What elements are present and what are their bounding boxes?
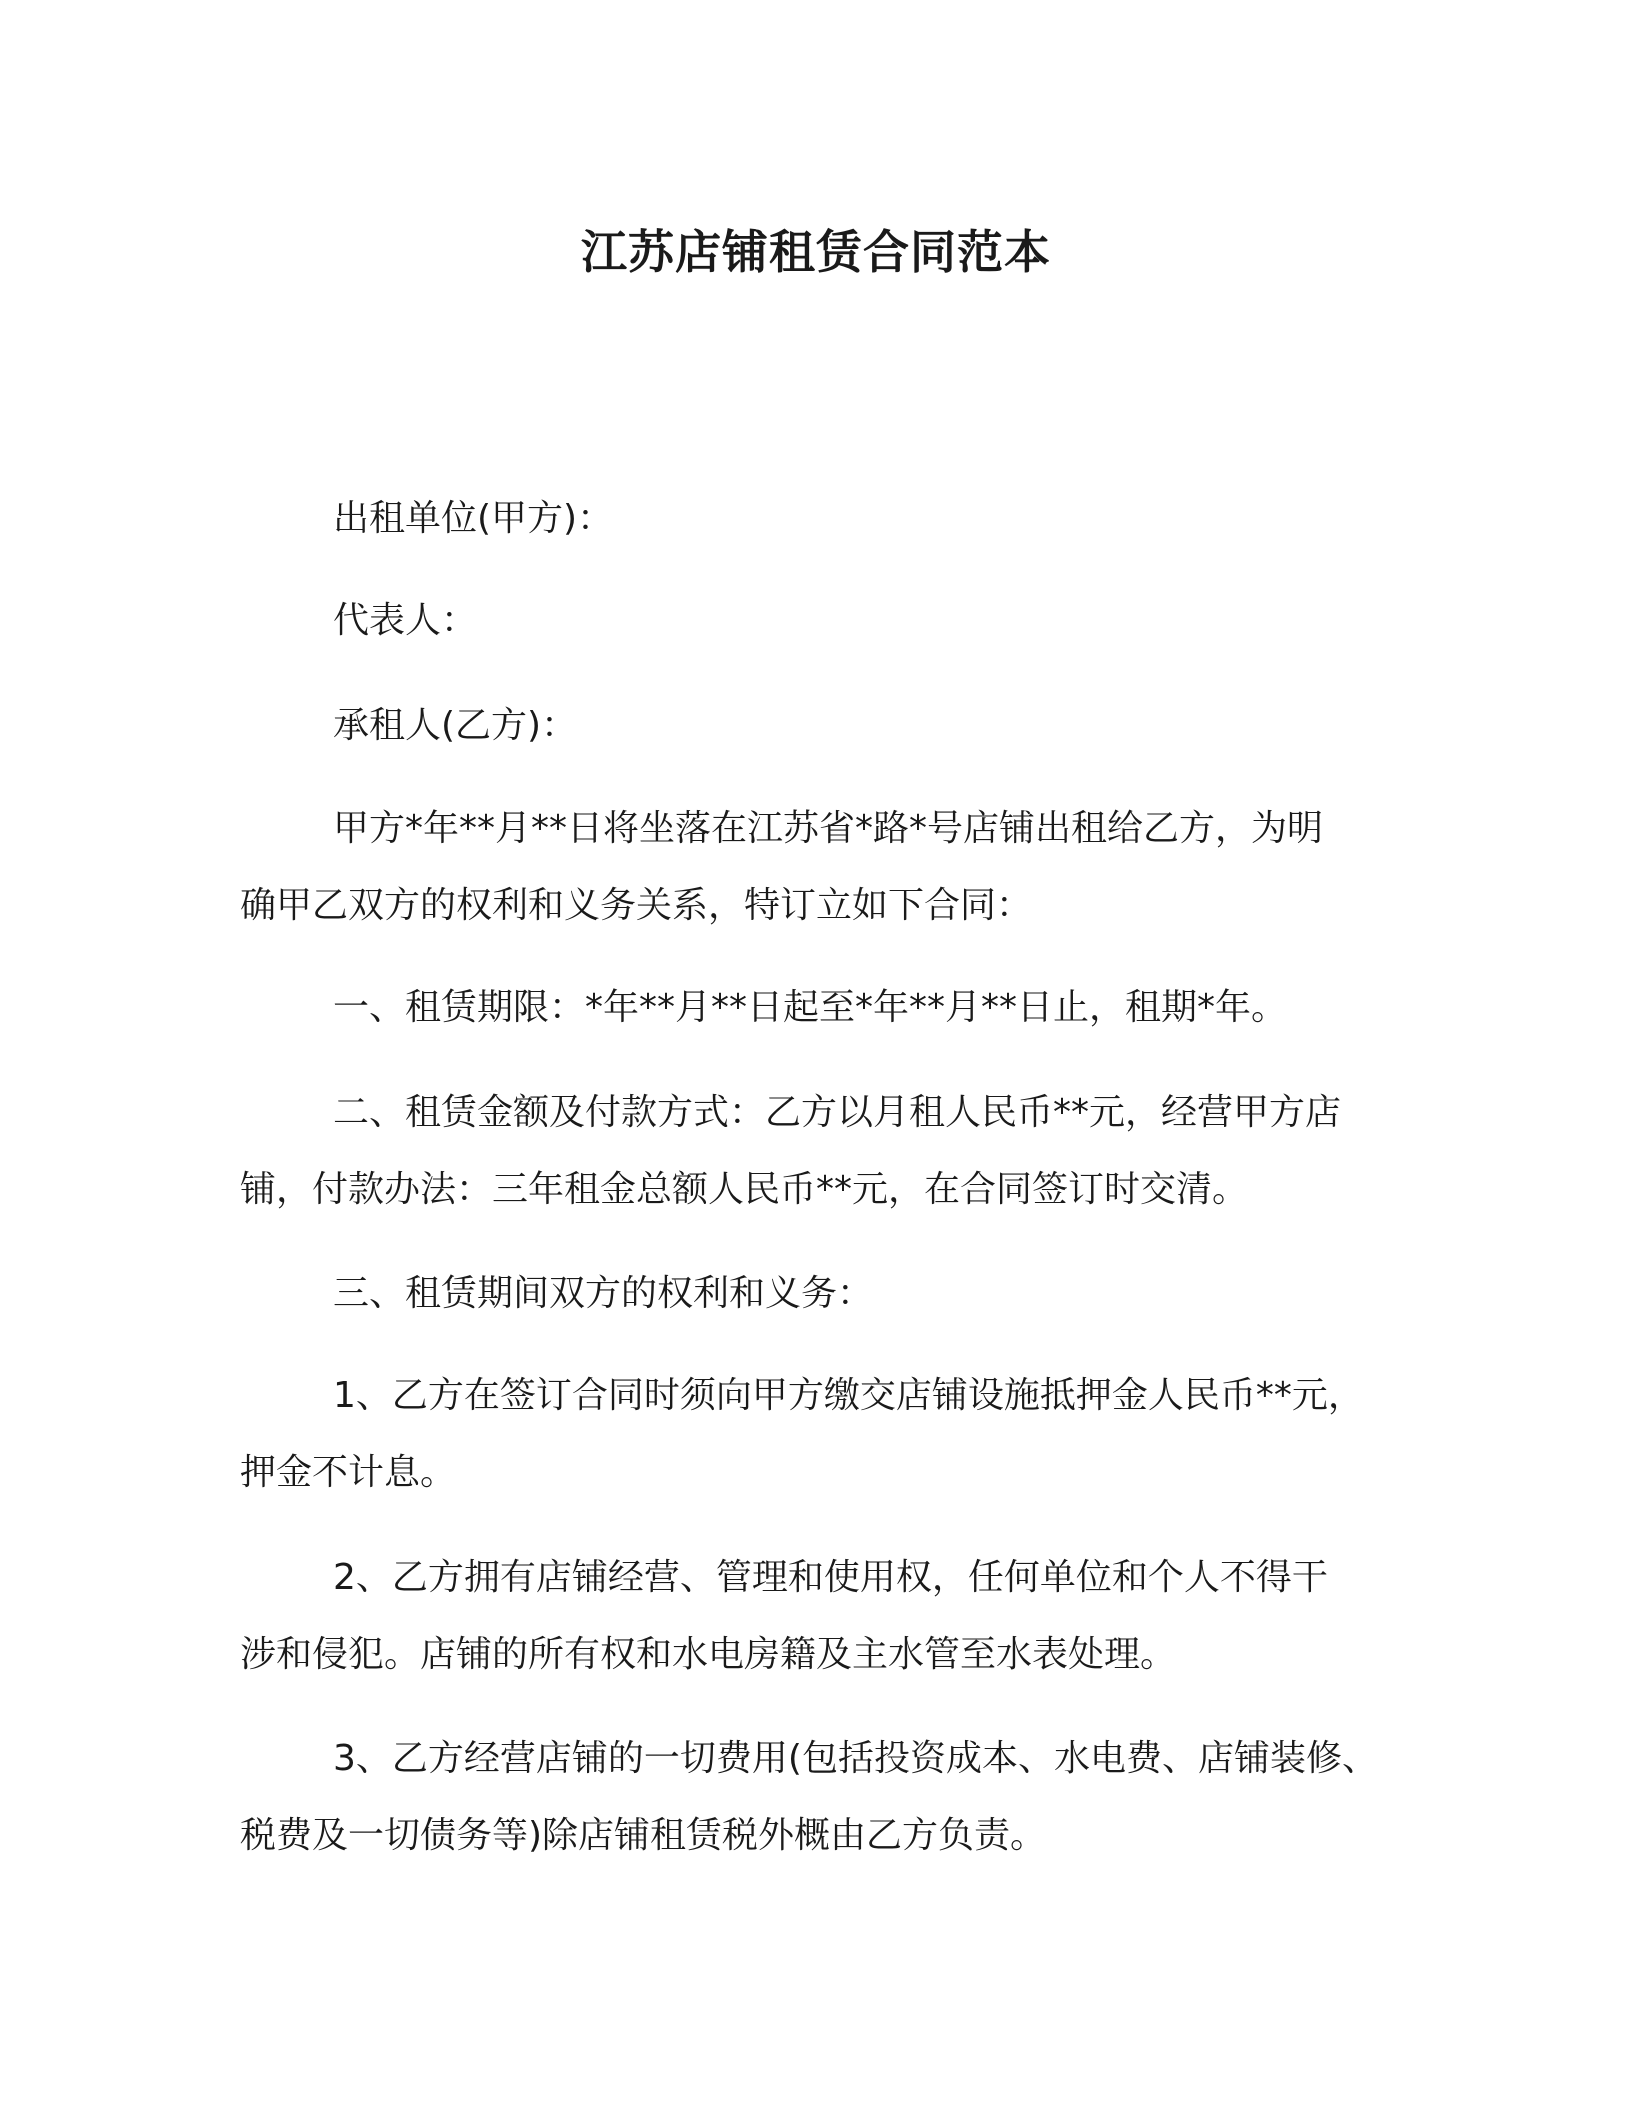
item-operation-rights-line-1: 2、乙方拥有店铺经营、管理和使用权，任何单位和个人不得干 [333, 1557, 1328, 1598]
item-deposit-line-1: 1、乙方在签订合同时须向甲方缴交店铺设施抵押金人民币**元， [333, 1375, 1364, 1416]
clause-rent-payment-line-2: 铺，付款办法：三年租金总额人民币**元，在合同签订时交清。 [240, 1169, 1249, 1210]
intro-paragraph-line-2: 确甲乙双方的权利和义务关系，特订立如下合同： [240, 885, 1033, 926]
lessee-field-label: 承租人(乙方)： [333, 705, 578, 746]
intro-paragraph-line-1: 甲方*年**月**日将坐落在江苏省*路*号店铺出租给乙方，为明 [333, 808, 1324, 849]
clause-lease-term: 一、租赁期限：*年**月**日起至*年**月**日止，租期*年。 [333, 987, 1288, 1028]
clause-rights-obligations-heading: 三、租赁期间双方的权利和义务： [333, 1273, 874, 1314]
representative-field-label: 代表人： [333, 600, 478, 641]
item-expenses-line-1: 3、乙方经营店铺的一切费用(包括投资成本、水电费、店铺装修、 [333, 1738, 1378, 1779]
clause-rent-payment-line-1: 二、租赁金额及付款方式：乙方以月租人民币**元，经营甲方店 [333, 1092, 1342, 1133]
item-expenses-line-2: 税费及一切债务等)除店铺租赁税外概由乙方负责。 [240, 1815, 1047, 1856]
lessor-field-label: 出租单位(甲方)： [333, 498, 614, 539]
item-operation-rights-line-2: 涉和侵犯。店铺的所有权和水电房籍及主水管至水表处理。 [240, 1634, 1177, 1675]
document-title: 江苏店铺租赁合同范本 [581, 225, 1051, 279]
item-deposit-line-2: 押金不计息。 [240, 1452, 457, 1493]
